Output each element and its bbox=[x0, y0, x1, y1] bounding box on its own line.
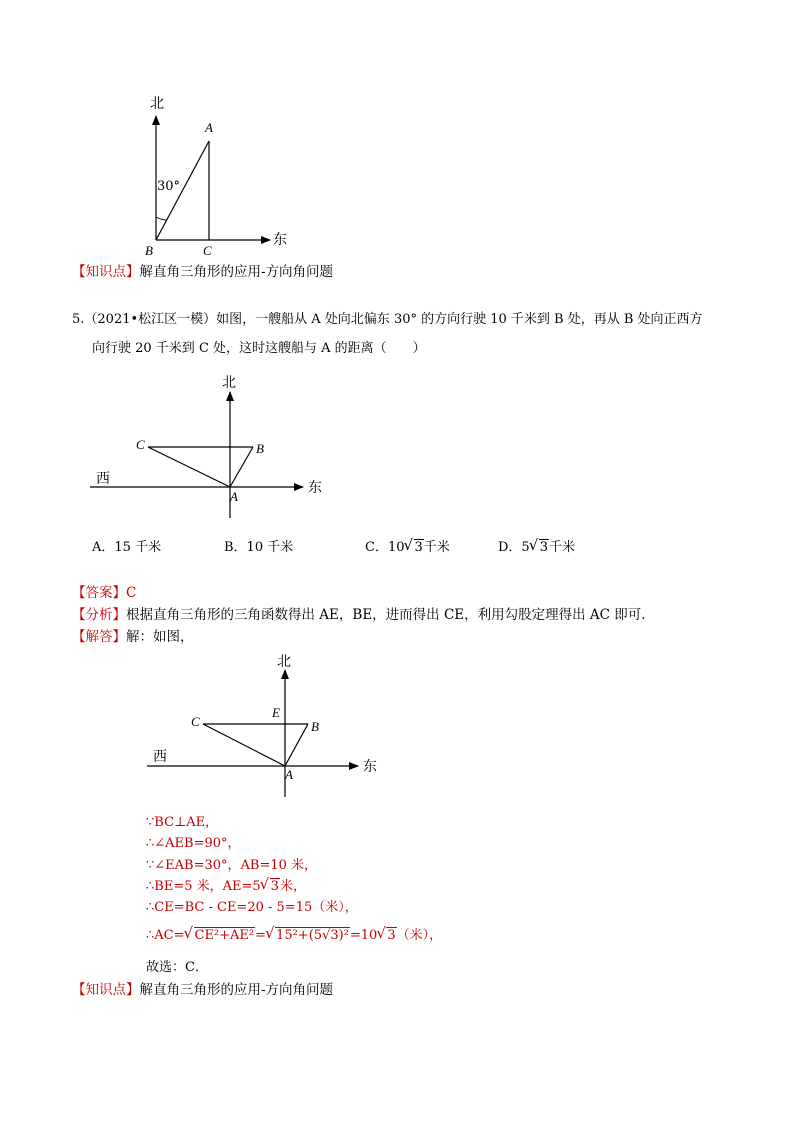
step-2: ∴∠AEB=90°， bbox=[146, 836, 241, 851]
label-west: 西 bbox=[96, 471, 110, 487]
option-a[interactable]: A．15 千米 bbox=[92, 540, 162, 555]
step-4: ∴BE=5 米，AE=5√ 3米， bbox=[146, 877, 306, 897]
label-east: 东 bbox=[273, 232, 287, 248]
label-b: B bbox=[256, 441, 264, 456]
label-east: 东 bbox=[363, 759, 377, 775]
option-b[interactable]: B．10 千米 bbox=[224, 540, 294, 555]
segment-ab bbox=[285, 724, 308, 766]
label-a: A bbox=[285, 767, 293, 782]
question-5-line-2: 向行驶 20 千米到 C 处，这时这艘船与 A 的距离（ ） bbox=[92, 341, 426, 356]
label-b: B bbox=[311, 719, 319, 734]
step-1: ∵BC⊥AE， bbox=[146, 815, 219, 830]
label-north: 北 bbox=[222, 375, 236, 391]
option-c[interactable]: C．10√ 3千米 bbox=[365, 538, 450, 558]
knowledge-point-2: 【知识点】解直角三角形的应用-方向角问题 bbox=[72, 982, 334, 998]
label-angle: 30° bbox=[157, 179, 181, 194]
question-5-line-1: 5.（2021•松江区一模）如图，一艘船从 A 处向北偏东 30° 的方向行驶 10 千米到 B 处，再从 B 处向正西方 bbox=[72, 312, 703, 327]
label-a: A bbox=[230, 489, 238, 504]
label-a: A bbox=[205, 120, 213, 135]
solution-line: 【解答】解：如图， bbox=[72, 629, 194, 645]
option-d[interactable]: D．5√ 3千米 bbox=[498, 538, 575, 558]
label-north: 北 bbox=[150, 96, 164, 112]
knowledge-point-1: 【知识点】解直角三角形的应用-方向角问题 bbox=[72, 264, 334, 280]
step-6: ∴AC=√ CE²+AE²=√ 15²+(5√3)²=10√ 3（米）， bbox=[146, 926, 442, 946]
label-c: C bbox=[191, 714, 200, 729]
label-east: 东 bbox=[308, 480, 322, 496]
segment-ca bbox=[148, 447, 230, 487]
segment-ab bbox=[230, 447, 253, 487]
figure-3 bbox=[145, 650, 395, 800]
label-west: 西 bbox=[153, 749, 167, 765]
label-c: C bbox=[203, 243, 212, 257]
label-c: C bbox=[136, 437, 145, 452]
analysis-line: 【分析】根据直角三角形的三角函数得出 AE，BE，进而得出 CE，利用勾股定理得出 AC 即可． bbox=[72, 607, 655, 623]
figure-2 bbox=[88, 370, 338, 525]
angle-arc bbox=[156, 217, 167, 220]
label-b: B bbox=[145, 243, 153, 257]
label-north: 北 bbox=[277, 654, 291, 670]
step-7: 故选：C． bbox=[146, 960, 208, 975]
label-e: E bbox=[272, 705, 280, 720]
step-3: ∵∠EAB=30°，AB=10 米， bbox=[146, 858, 318, 873]
answer-line: 【答案】C bbox=[72, 585, 137, 601]
segment-ca bbox=[203, 724, 285, 766]
figure-1 bbox=[140, 92, 300, 257]
step-5: ∴CE=BC - CE=20 - 5=15（米）， bbox=[146, 900, 358, 915]
